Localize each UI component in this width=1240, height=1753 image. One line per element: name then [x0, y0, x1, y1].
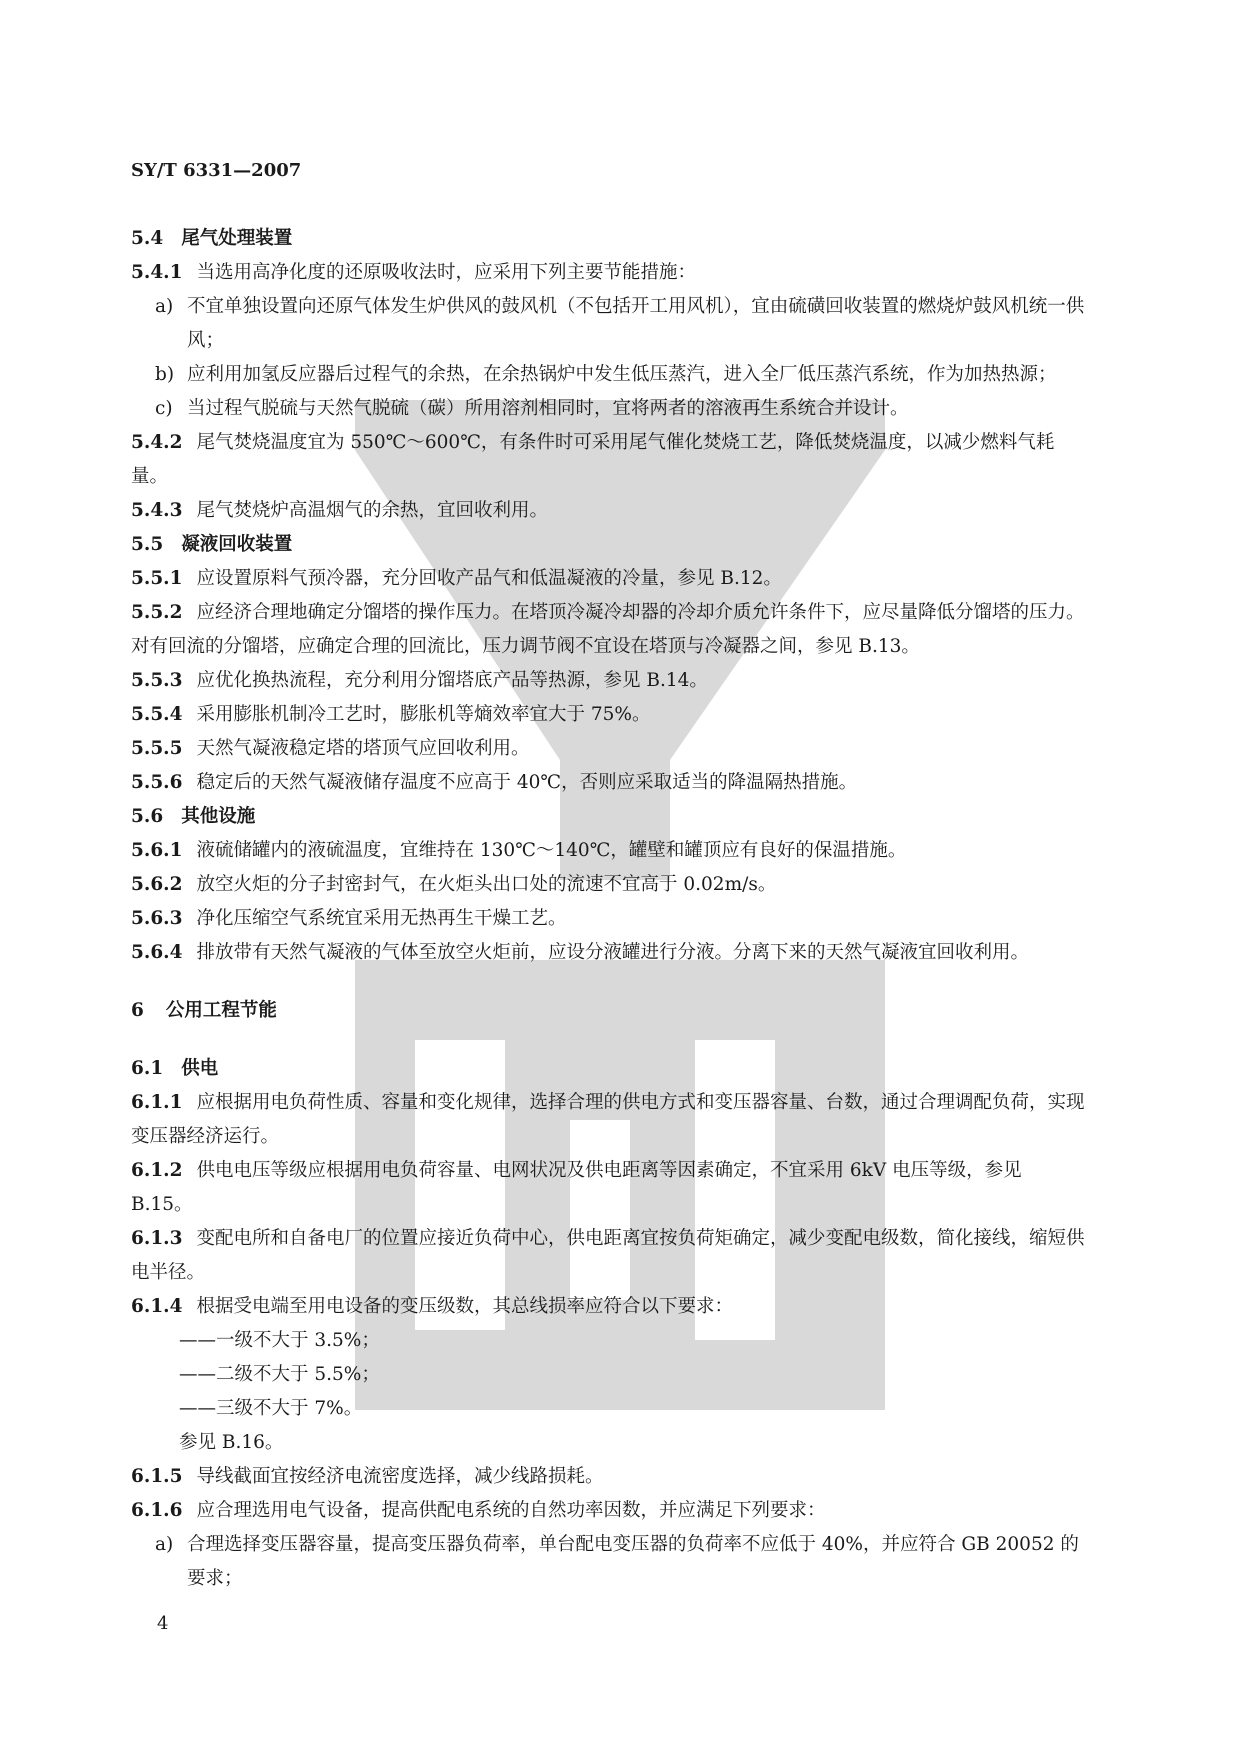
list-item: a) 合理选择变压器容量，提高变压器负荷率，单台配电变压器的负荷率不应低于 40%，并应符合 GB 20052 的要求；: [155, 1534, 1079, 1589]
clause: 5.5.6 稳定后的天然气凝液储存温度不应高于 40℃，否则应采取适当的降温隔热措施。: [131, 772, 858, 793]
clause: 5.6.2 放空火炬的分子封密封气，在火炬头出口处的流速不宜高于 0.02m/s。: [131, 874, 777, 895]
reference-note: 参见 B.16。: [179, 1432, 284, 1453]
clause: 5.4.2 尾气焚烧温度宜为 550℃～600℃，有条件时可采用尾气催化焚烧工艺，降低焚烧温度，以减少燃料气耗量。: [131, 432, 1055, 487]
clause: 5.5.5 天然气凝液稳定塔的塔顶气应回收利用。: [131, 738, 530, 759]
clause: 5.5.4 采用膨胀机制冷工艺时，膨胀机等熵效率宜大于 75%。: [131, 704, 651, 725]
chapter-heading: 6 公用工程节能: [131, 1000, 277, 1021]
section-heading: 5.4 尾气处理装置: [131, 228, 293, 249]
dash-item: ——二级不大于 5.5%；: [179, 1364, 380, 1385]
document-body: [131, 222, 1086, 1596]
clause: 6.1.4 根据受电端至用电设备的变压级数，其总线损率应符合以下要求：: [131, 1296, 734, 1317]
dash-item: ——一级不大于 3.5%；: [179, 1330, 380, 1351]
clause: 5.4.3 尾气焚烧炉高温烟气的余热，宜回收利用。: [131, 500, 549, 521]
clause: 6.1.3 变配电所和自备电厂的位置应接近负荷中心，供电距离宜按负荷矩确定，减少变配电级数，简化接线，缩短供电半径。: [131, 1228, 1085, 1283]
clause: 5.4.1 当选用高净化度的还原吸收法时，应采用下列主要节能措施：: [131, 262, 697, 283]
page-number: 4: [157, 1613, 169, 1634]
clause: 6.1.6 应合理选用电气设备，提高供配电系统的自然功率因数，并应满足下列要求：: [131, 1500, 826, 1521]
list-item: c) 当过程气脱硫与天然气脱硫（碳）所用溶剂相同时，宜将两者的溶液再生系统合并设计。: [155, 398, 909, 419]
clause: 5.6.4 排放带有天然气凝液的气体至放空火炬前，应设分液罐进行分液。分离下来的天然气凝液宜回收利用。: [131, 942, 1030, 963]
clause: 5.5.3 应优化换热流程，充分利用分馏塔底产品等热源，参见 B.14。: [131, 670, 708, 691]
section-heading: 5.6 其他设施: [131, 806, 256, 827]
section-heading: 6.1 供电: [131, 1058, 219, 1079]
clause: 5.6.3 净化压缩空气系统宜采用无热再生干燥工艺。: [131, 908, 567, 929]
section-heading: 5.5 凝液回收装置: [131, 534, 293, 555]
dash-item: ——三级不大于 7%。: [179, 1398, 363, 1419]
list-item: a) 不宜单独设置向还原气体发生炉供风的鼓风机（不包括开工用风机），宜由硫磺回收装置的燃烧炉鼓风机统一供风；: [155, 296, 1085, 351]
clause: 6.1.2 供电电压等级应根据用电负荷容量、电网状况及供电距离等因素确定，不宜采用 6kV 电压等级，参见 B.15。: [131, 1160, 1022, 1215]
clause: 6.1.1 应根据用电负荷性质、容量和变化规律，选择合理的供电方式和变压器容量、台数，通过合理调配负荷，实现变压器经济运行。: [131, 1092, 1085, 1147]
clause: 6.1.5 导线截面宜按经济电流密度选择，减少线路损耗。: [131, 1466, 604, 1487]
document-code-header: SY/T 6331—2007: [131, 160, 302, 181]
clause: 5.5.1 应设置原料气预冷器，充分回收产品气和低温凝液的冷量，参见 B.12。: [131, 568, 782, 589]
clause: 5.5.2 应经济合理地确定分馏塔的操作压力。在塔顶冷凝冷却器的冷却介质允许条件下，应尽量降低分馏塔的压力。对有回流的分馏塔，应确定合理的回流比，压力调节阀不宜设在塔顶与冷凝器之间，参见 B.13。: [131, 602, 1085, 657]
clause: 5.6.1 液硫储罐内的液硫温度，宜维持在 130℃～140℃，罐壁和罐顶应有良好的保温措施。: [131, 840, 907, 861]
list-item: b) 应利用加氢反应器后过程气的余热，在余热锅炉中发生低压蒸汽，进入全厂低压蒸汽系统，作为加热热源；: [155, 364, 1057, 385]
